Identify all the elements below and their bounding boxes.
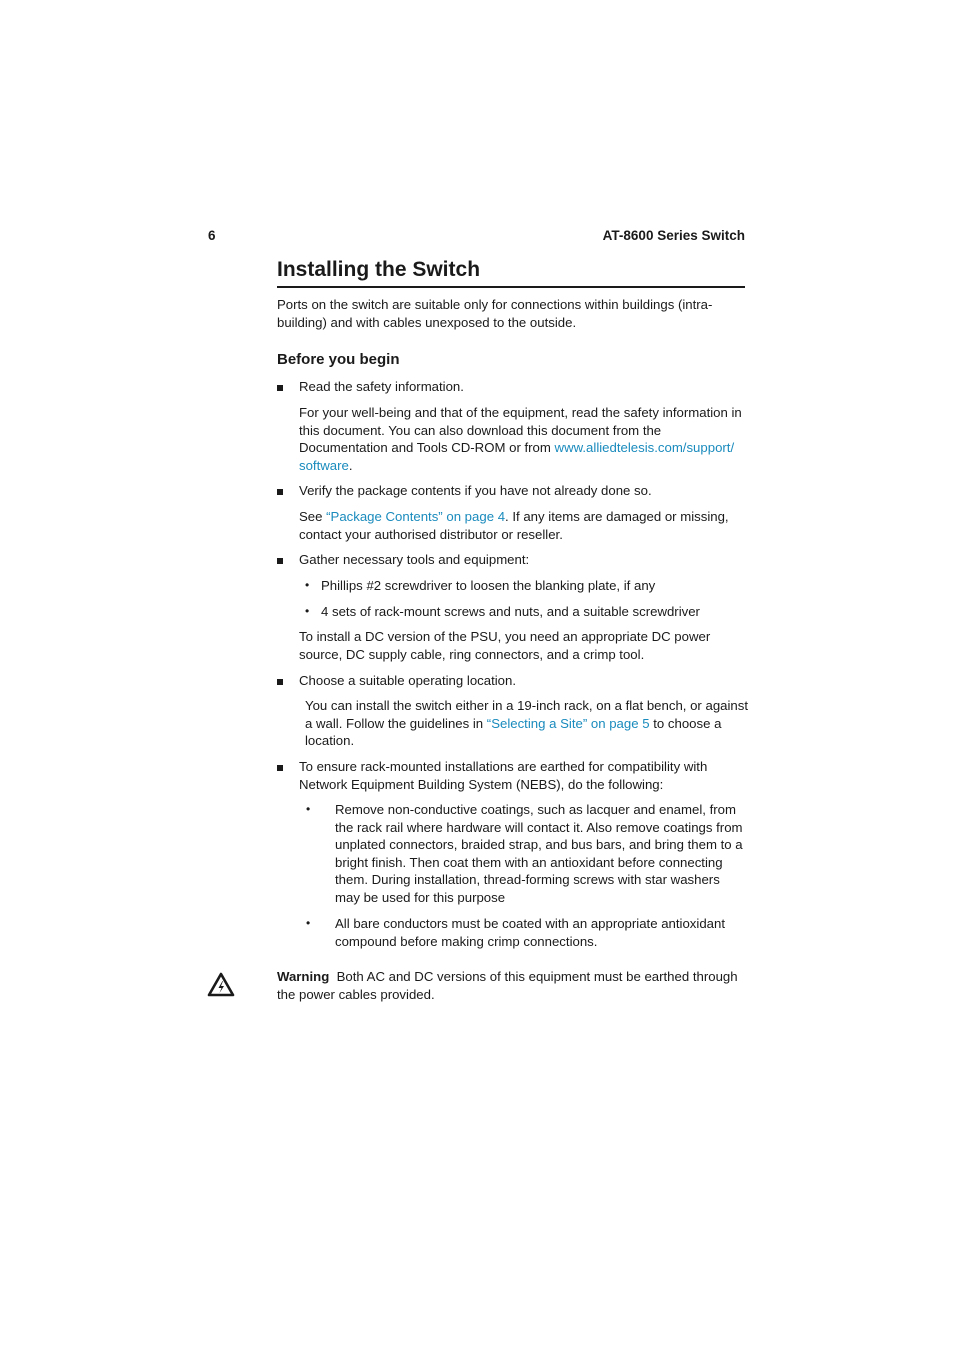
running-header: AT-8600 Series Switch	[602, 228, 745, 243]
bullet-dot: •	[305, 578, 310, 592]
bullet-dot: •	[305, 604, 310, 618]
item-location-text: You can install the switch either in a 19-inch rack, on a flat bench, or against a wall. Follow the guidelines in “Selecting a Site” on page 5 to choose a location.	[305, 698, 749, 749]
bullet-square	[277, 385, 283, 391]
bullet-square	[277, 765, 283, 771]
earthing-bullet-item: All bare conductors must be coated with an appropriate antioxidant compound before making crimp connections.	[335, 916, 725, 949]
tools-note: To install a DC version of the PSU, you need an appropriate DC power source, DC supply cable, ring connectors, and a crimp tool.	[299, 629, 711, 662]
page-number: 6	[208, 228, 216, 243]
before-you-begin-heading: Before you begin	[277, 351, 400, 368]
package-contents-link[interactable]: “Package Contents” on page 4	[326, 509, 506, 524]
page-title: Installing the Switch	[277, 258, 745, 288]
bullet-dot: •	[306, 802, 311, 816]
bullet-square	[277, 558, 283, 564]
item-location-label: Choose a suitable operating location.	[299, 673, 517, 688]
tools-bullet-item: 4 sets of rack-mount screws and nuts, and a suitable screwdriver	[321, 604, 700, 619]
bullet-square	[277, 679, 283, 685]
item-tools-label: Gather necessary tools and equipment:	[299, 552, 530, 567]
bullet-dot: •	[306, 916, 311, 930]
tools-bullet-item: Phillips #2 screwdriver to loosen the blanking plate, if any	[321, 578, 656, 593]
alliedtelesis-support-link[interactable]: www.alliedtelesis.com/support/ software	[299, 440, 735, 473]
item-safety-label: Read the safety information.	[299, 379, 464, 394]
item-package-label: Verify the package contents if you have not already done so.	[299, 483, 652, 498]
selecting-site-link[interactable]: “Selecting a Site” on page 5	[486, 715, 650, 731]
item-safety-text: For your well-being and that of the equipment, read the safety information in this document. You can also download this document from the Documentation and Tools CD-ROM or from www.alliedtelesis.com/support/ software.	[299, 405, 742, 473]
warning-text: Warning Both AC and DC versions of this equipment must be earthed through the power cables provided.	[277, 969, 738, 1002]
earthing-bullet-item: Remove non-conductive coatings, such as lacquer and enamel, from the rack rail where hardware will contact it. Also remove coatings from unplated connectors, braided strap, and bus bars, and bring them to a bright finish. Then coat them with an antioxidant before connecting them. During installation, thread-forming screws with star washers may be used for this purpose	[335, 802, 743, 905]
bullet-square	[277, 489, 283, 495]
intro-paragraph: Ports on the switch are suitable only for connections within buildings (intra-building) and with cables unexposed to the outside.	[277, 297, 713, 330]
warning-label: Warning	[277, 969, 330, 984]
safety-text: For your well-being and that of the equipment, read the safety information in this document. You can also download this document from the Documentation and Tools CD-ROM or from	[299, 405, 742, 456]
warning-icon	[207, 972, 235, 998]
item-package-text: See “Package Contents” on page 4. If any items are damaged or missing, contact your authorised distributor or reseller.	[299, 509, 729, 542]
item-earthing-label: To ensure rack-mounted installations are earthed for compatibility with Network Equipment Building System (NEBS), do the following:	[299, 759, 708, 792]
